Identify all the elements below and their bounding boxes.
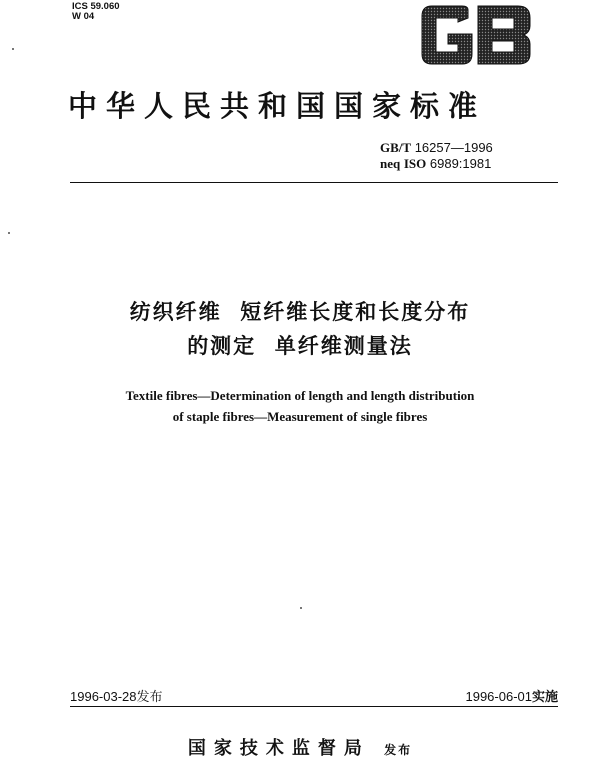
equivalent-standard <box>380 156 493 172</box>
issuer <box>40 734 560 760</box>
ics-classification <box>72 2 120 22</box>
title-english <box>40 385 560 427</box>
equivalent-std-number: 6989:1981 <box>429 156 492 171</box>
top-divider <box>70 182 558 183</box>
title-chinese <box>40 295 560 363</box>
classification-code: W 04 <box>72 11 95 22</box>
issuer-name: 国家技术监督局 <box>187 738 370 759</box>
issue-date: 1996-03-28 <box>70 689 137 704</box>
logo-text: GB <box>476 44 478 45</box>
logo-letter-g <box>422 6 472 64</box>
ics-code: ICS 59.060 <box>72 1 120 12</box>
implementation-date: 1996-06-01 <box>465 689 532 704</box>
implementation-label: 实施 <box>531 689 558 704</box>
standard-number-block <box>380 140 493 172</box>
title-en-line-2: of staple fibres—Measurement of single fibres <box>172 409 428 424</box>
title-zh-line-2: 的测定 单纤维测量法 <box>187 334 413 358</box>
bottom-divider <box>70 706 558 707</box>
scan-speck <box>300 607 302 609</box>
standard-number <box>380 140 493 156</box>
issuer-suffix: 发布 <box>384 743 413 757</box>
country-title: 中华人民共和国国家标准 <box>68 89 487 123</box>
issue-label: 发布 <box>136 689 163 704</box>
equivalence-prefix: neq <box>380 156 401 171</box>
scan-speck <box>12 48 14 50</box>
scan-speck <box>8 232 10 234</box>
logo-letter-b <box>478 6 530 64</box>
issue-date-block <box>70 686 163 705</box>
standard-number-value: 16257—1996 <box>414 140 493 155</box>
gb-logo <box>418 4 534 66</box>
title-zh-line-1: 纺织纤维 短纤维长度和长度分布 <box>129 300 471 324</box>
title-en-line-1: Textile fibres—Determination of length and length distribution <box>125 388 475 403</box>
equivalent-std-org: ISO <box>403 156 427 171</box>
implementation-date-block <box>465 686 558 705</box>
standard-prefix: GB/T <box>380 140 412 155</box>
